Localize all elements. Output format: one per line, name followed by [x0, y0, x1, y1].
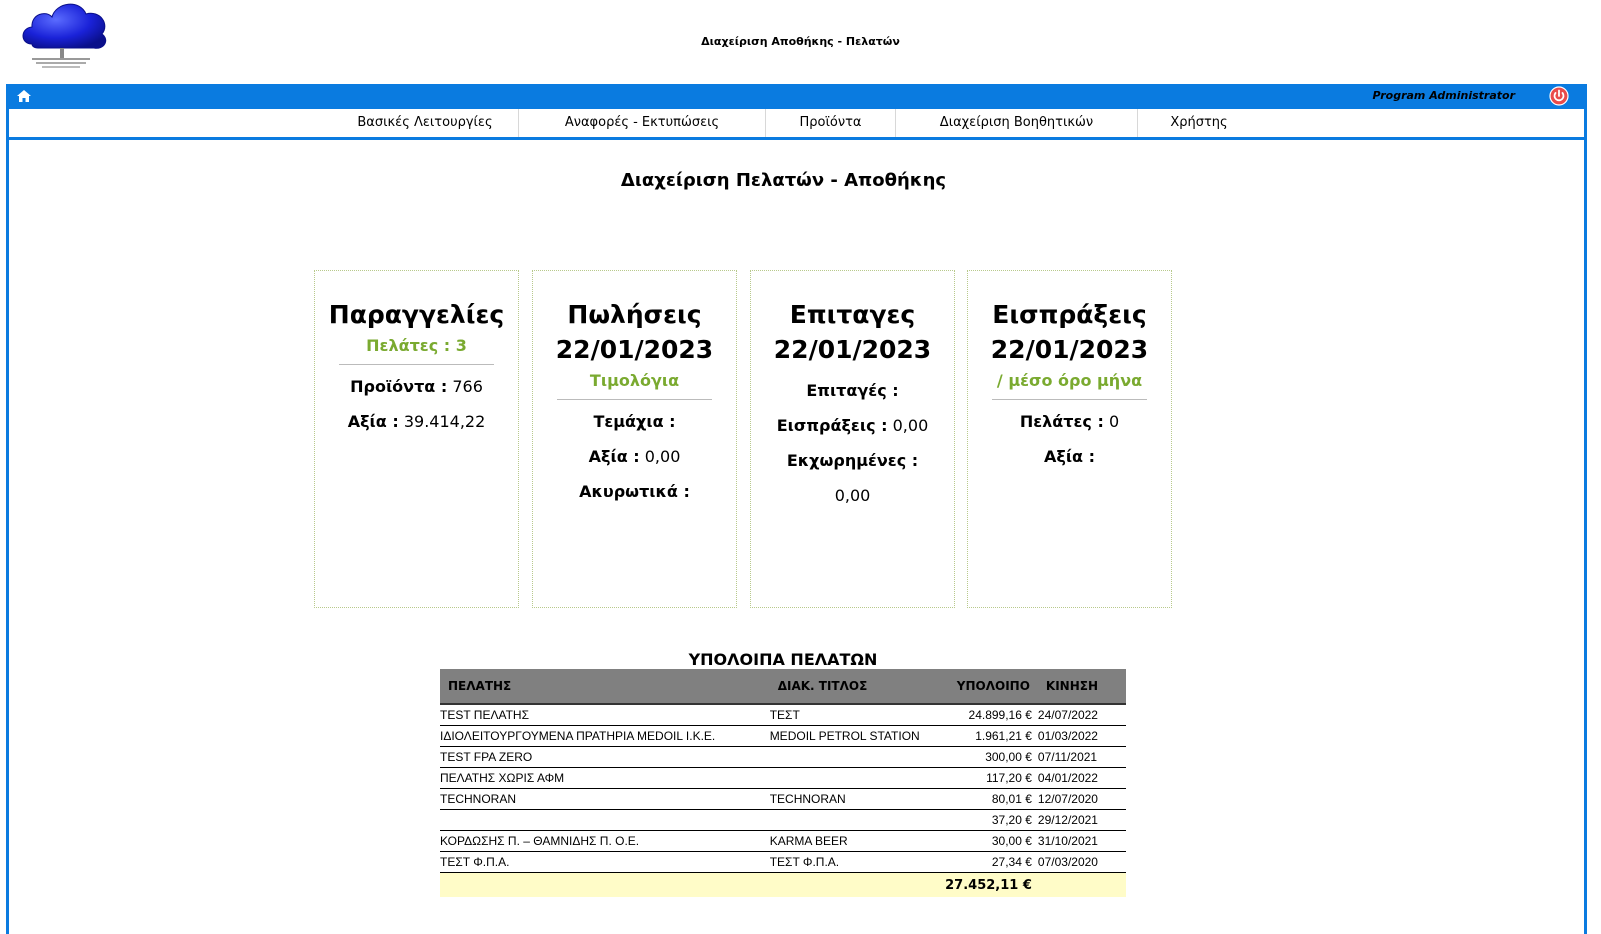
cell-title: ΤΕΣΤ	[770, 704, 940, 726]
cell-empty	[770, 873, 940, 898]
collections-value: Αξία :	[1043, 447, 1096, 466]
power-icon[interactable]	[1549, 86, 1569, 106]
app-title: Διαχείριση Αποθήκης - Πελατών	[701, 35, 900, 48]
cell-customer: ΤΕΣΤ Φ.Π.Α.	[440, 852, 770, 873]
home-icon[interactable]	[16, 88, 32, 104]
cell-balance: 27,34 €	[940, 852, 1038, 873]
cell-movement: 01/03/2022	[1038, 726, 1126, 747]
sales-card-title: Πωλήσεις 22/01/2023	[555, 300, 714, 364]
cheques-collections: Εισπράξεις : 0,00	[776, 416, 929, 435]
table-row[interactable]	[440, 747, 1126, 768]
cell-balance: 1.961,21 €	[940, 726, 1038, 747]
collections-card	[967, 270, 1172, 608]
cheques-assigned-label: Εκχωρημένες :	[786, 451, 919, 470]
cell-title: ΤΕΣΤ Φ.Π.Α.	[770, 852, 940, 873]
cell-balance: 80,01 €	[940, 789, 1038, 810]
divider	[339, 364, 494, 365]
collections-card-title: Εισπράξεις 22/01/2023	[990, 300, 1149, 364]
cell-movement: 07/11/2021	[1038, 747, 1126, 768]
orders-card	[314, 270, 519, 608]
cell-balance: 300,00 €	[940, 747, 1038, 768]
cell-customer: TECHNORAN	[440, 789, 770, 810]
table-row[interactable]	[440, 852, 1126, 873]
user-name: Program Administrator	[1372, 89, 1515, 102]
cell-balance: 24.899,16 €	[940, 704, 1038, 726]
total-balance: 27.452,11 €	[940, 873, 1038, 898]
cell-movement: 12/07/2020	[1038, 789, 1126, 810]
collections-customers: Πελάτες : 0	[1019, 412, 1120, 431]
sales-value: Αξία : 0,00	[588, 447, 681, 466]
column-header-customer: ΠΕΛΑΤΗΣ	[440, 669, 770, 704]
table-row[interactable]	[440, 704, 1126, 726]
page-title: Διαχείριση Πελατών - Αποθήκης	[620, 170, 947, 191]
cell-title: KARMA BEER	[770, 831, 940, 852]
table-total-row	[440, 873, 1126, 898]
menu-item-basic-functions[interactable]: Βασικές Λειτουργίες	[332, 109, 519, 137]
cell-title	[770, 768, 940, 789]
main-menu	[9, 109, 1584, 140]
cell-empty	[1038, 873, 1126, 898]
cheques-card-title: Επιταγες 22/01/2023	[773, 300, 932, 364]
menu-item-auxiliary[interactable]: Διαχείριση Βοηθητικών	[896, 109, 1138, 137]
orders-value: Αξία : 39.414,22	[347, 412, 486, 431]
cell-balance: 117,20 €	[940, 768, 1038, 789]
cell-movement: 31/10/2021	[1038, 831, 1126, 852]
menu-item-reports[interactable]: Αναφορές - Εκτυπώσεις	[519, 109, 766, 137]
orders-products: Προϊόντα : 766	[350, 377, 483, 396]
sales-pieces: Τεμάχια :	[593, 412, 676, 431]
cell-customer: TEST ΠΕΛΑΤΗΣ	[440, 704, 770, 726]
cell-balance: 30,00 €	[940, 831, 1038, 852]
table-header-row	[440, 669, 1126, 704]
sales-card	[532, 270, 737, 608]
cell-customer: ΚΟΡΔΩΣΗΣ Π. – ΘΑΜΝΙΔΗΣ Π. Ο.Ε.	[440, 831, 770, 852]
cell-title	[770, 747, 940, 768]
collections-monthly-average: / μέσο όρο μήνα	[996, 371, 1143, 390]
column-header-title: ΔΙΑΚ. ΤΙΤΛΟΣ	[770, 669, 940, 704]
column-header-balance: ΥΠΟΛΟΙΠΟ	[940, 669, 1038, 704]
cell-movement: 29/12/2021	[1038, 810, 1126, 831]
table-row[interactable]	[440, 789, 1126, 810]
cell-movement: 07/03/2020	[1038, 852, 1126, 873]
table-row[interactable]	[440, 726, 1126, 747]
menu-item-products[interactable]: Προϊόντα	[766, 109, 896, 137]
cell-customer	[440, 810, 770, 831]
sales-invoices: Τιμολόγια	[589, 371, 680, 390]
table-row[interactable]	[440, 810, 1126, 831]
cheques-count: Επιταγές :	[806, 381, 899, 400]
orders-card-title: Παραγγελίες	[328, 300, 505, 329]
balances-title: ΥΠΟΛΟΙΠΑ ΠΕΛΑΤΩΝ	[688, 650, 878, 669]
menu-item-user[interactable]: Χρήστης	[1170, 115, 1228, 130]
column-header-movement: ΚΙΝΗΣΗ	[1038, 669, 1126, 704]
top-bar	[6, 84, 1587, 109]
cell-title: MEDOIL PETROL STATION	[770, 726, 940, 747]
cell-movement: 04/01/2022	[1038, 768, 1126, 789]
divider	[557, 399, 712, 400]
cell-customer: ΙΔΙΟΛΕΙΤΟΥΡΓΟΥΜΕΝΑ ΠΡΑΤΗΡΙΑ MEDOIL Ι.Κ.Ε.	[440, 726, 770, 747]
cell-title: TECHNORAN	[770, 789, 940, 810]
table-row[interactable]	[440, 768, 1126, 789]
orders-customers: Πελάτες : 3	[366, 336, 467, 355]
cheques-assigned-value: 0,00	[834, 486, 871, 505]
cell-customer: TEST FPA ZERO	[440, 747, 770, 768]
sales-cancellations: Ακυρωτικά :	[579, 482, 690, 501]
cell-title	[770, 810, 940, 831]
cell-empty	[440, 873, 770, 898]
cell-balance: 37,20 €	[940, 810, 1038, 831]
cell-customer: ΠΕΛΑΤΗΣ ΧΩΡΙΣ ΑΦΜ	[440, 768, 770, 789]
balances-table	[440, 669, 1126, 897]
cheques-card	[750, 270, 955, 608]
table-row[interactable]	[440, 831, 1126, 852]
cell-movement: 24/07/2022	[1038, 704, 1126, 726]
divider	[992, 399, 1147, 400]
